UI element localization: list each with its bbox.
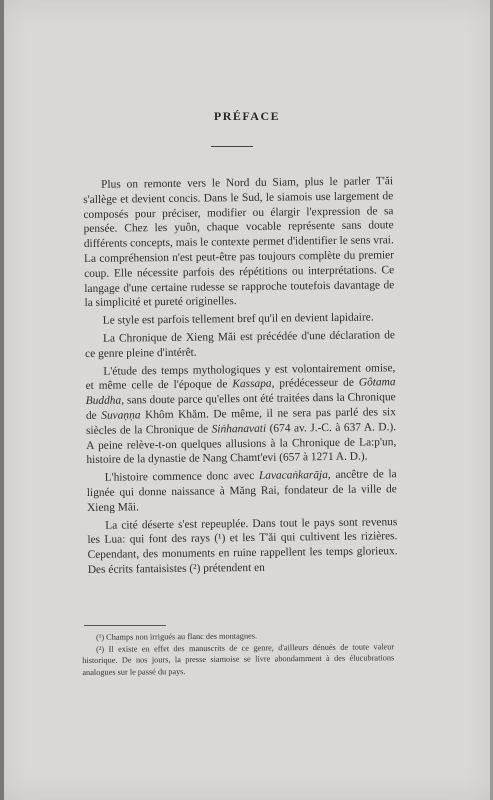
p4-italic-sinhanavati: Siṅhanavati <box>211 422 267 436</box>
footnote-1: (¹) Champs non irrigués au flanc des montagnes. <box>96 631 258 642</box>
title-underline-rule <box>211 146 253 147</box>
p5-text-1: L'histoire commence donc avec <box>104 470 259 484</box>
paragraph-1: Plus on remonte vers le Nord du Siam, plus le parler T'ăi s'allège et devient concis. Dans le Sud, le siamois use largement de composés pour préciser, modifier ou élargir l'expression de sa pensée. Chez les yuôn, chaque vocable représente sans doute différents concepts, mais le contexte permet d'identifier le sens vrai. La compréhension n'est peut-être pas toujours complète du premier coup. Elle nécessite parfois des répétitions ou interprétations. Ce langage d'une certaine rudesse se rapproche toutefois davantage de la simplicité et pureté originelles. <box>83 175 395 310</box>
paragraph-3: La Chronique de Xieng Măi est précédée d'une déclaration de ce genre pleine d'intérêt. <box>85 329 396 360</box>
p4-italic-suvanna: Suvaṇṇa <box>101 409 141 422</box>
paragraph-4 <box>85 361 396 468</box>
footnote-2: (²) Il existe en effet des manuscrits de ce genre, d'ailleurs dénués de toute valeur historique. De nos jours, la presse siamoise se livre abondamment à des élucubrations analogues sur le passé du pays. <box>82 641 395 677</box>
footnote-separator <box>84 625 166 626</box>
p4-italic-gotama: Gôtama Buddha <box>85 376 396 408</box>
p4-italic-kassapa: Kassapa <box>232 378 272 391</box>
footnotes <box>82 629 394 678</box>
page-title: PRÉFACE <box>213 109 281 123</box>
p4-text-4: Khôm Khăm. De même, il ne sera pas parlé des six siècles de la Chronique de <box>86 406 396 437</box>
p4-text-3: , sans doute parce qu'elles ont été traitées dans la Chronique de <box>85 391 396 422</box>
paragraph-5 <box>87 467 398 515</box>
book-page <box>4 0 490 800</box>
paragraph-2: Le style est parfois tellement bref qu'il en devient lapidaire. <box>102 311 374 327</box>
p4-text-2: , prédécesseur de <box>271 377 359 391</box>
paragraph-6: La cité déserte s'est repeuplée. Dans tout le pays sont revenus les Lua: qui font des rays (¹) et les T'ăi qui cultivent les rizières. Cependant, des monuments en ruine rappellent les temps glorieux. Des écrits fantaisistes (²) prétendent en <box>87 515 398 576</box>
body-text <box>83 174 398 580</box>
p4-text-1: L'étude des temps mythologiques y est volontairement omise, et même celle de l'époque de <box>85 361 396 393</box>
p5-italic-lavacankaraja: Lavacaṅkarāja <box>258 469 328 483</box>
p5-text-2: , ancêtre de la lignée qui donne naissance à Măng Rai, fondateur de la ville de Xieng Măi. <box>86 468 397 514</box>
p4-text-5: (674 av. J.-C. à 637 A. D.). A peine relève-t-on quelques allusions à la Chronique de La:p'un, histoire de la dynastie de Nang Chamt'evi (657 à 1271 A. D.). <box>86 420 397 467</box>
